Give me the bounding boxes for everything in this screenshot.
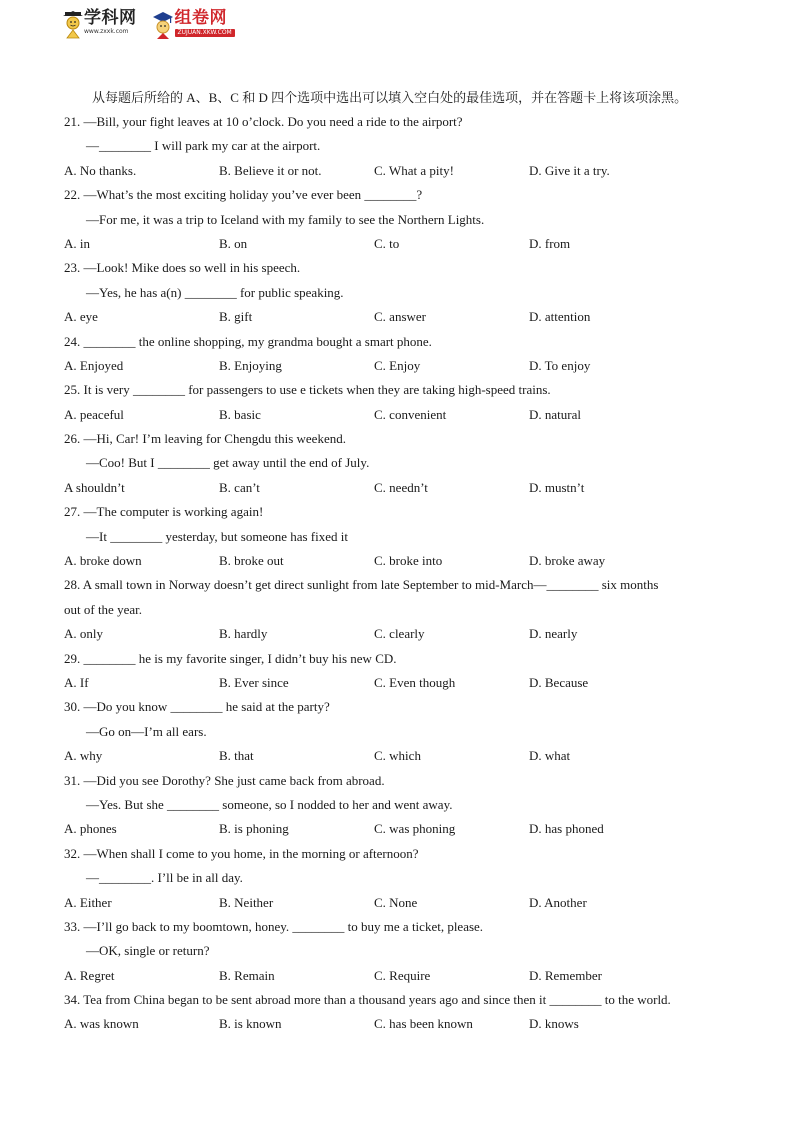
answer-options [64,476,744,500]
answer-options [64,1012,744,1036]
answer-option-d[interactable]: D. from [529,235,571,251]
question-item [64,330,744,379]
answer-option-b[interactable]: B. Remain [219,967,275,983]
answer-options [64,403,744,427]
answer-option-d[interactable]: D. has phoned [529,821,604,837]
answer-option-c[interactable]: C. Enjoy [374,357,421,373]
answer-option-c[interactable]: C. clearly [374,626,425,642]
answer-option-c[interactable]: C. Require [374,967,431,983]
question-response: —OK, single or return? [86,943,210,959]
answer-option-b[interactable]: B. basic [219,406,261,422]
question-item [64,988,744,1037]
answer-option-c[interactable]: C. Even though [374,674,456,690]
question-item [64,842,744,915]
question-stem: 23. —Look! Mike does so well in his speech. [64,260,301,276]
question-item [64,110,744,183]
answer-option-a[interactable]: A. If [64,674,89,690]
answer-option-d[interactable]: D. mustn’t [529,479,585,495]
question-response: —Go on—I’m all ears. [86,723,207,739]
zujuan-logo-title: 组卷网 [174,8,227,28]
answer-option-d[interactable]: D. Another [529,894,587,910]
answer-option-c[interactable]: C. which [374,748,421,764]
answer-option-d[interactable]: D. natural [529,406,581,422]
question-section [64,86,744,1037]
answer-option-b[interactable]: B. broke out [219,553,284,569]
answer-option-b[interactable]: B. Enjoying [219,357,282,373]
student-mascot-icon [62,10,84,40]
question-item [64,573,744,646]
question-response: —________ I will park my car at the airport. [86,138,321,154]
question-item [64,183,744,256]
grad-cap-mascot-icon [151,10,175,40]
answer-option-b[interactable]: B. Neither [219,894,274,910]
question-response: —It ________ yesterday, but someone has fixed it [86,528,348,544]
answer-option-b[interactable]: B. that [219,748,254,764]
answer-option-b[interactable]: B. is phoning [219,821,289,837]
zujuan-logo-tagline: ZUJUAN.XKW.COM [175,29,235,37]
question-stem: 31. —Did you see Dorothy? She just came back from abroad. [64,772,385,788]
answer-options [64,891,744,915]
answer-option-a[interactable]: A. Regret [64,967,115,983]
answer-option-d[interactable]: D. Give it a try. [529,162,610,178]
answer-option-a[interactable]: A. eye [64,309,98,325]
zujuan-logo[interactable] [151,10,235,40]
answer-options [64,671,744,695]
question-list [64,110,744,1037]
answer-option-b[interactable]: B. can’t [219,479,260,495]
answer-option-c[interactable]: C. answer [374,309,426,325]
section-instructions: 从每题后所给的 A、B、C 和 D 四个选项中选出可以填入空白处的最佳选项，并在答题卡上将该项涂黑。 [92,90,688,105]
answer-option-a[interactable]: A. only [64,626,103,642]
answer-option-c[interactable]: C. was phoning [374,821,456,837]
answer-option-d[interactable]: D. knows [529,1016,579,1032]
question-stem: 33. —I’ll go back to my boomtown, honey. ________ to buy me a ticket, please. [64,918,484,934]
question-stem: 28. A small town in Norway doesn’t get direct sunlight from late September to mid-March—________ six months [64,577,659,593]
answer-options [64,232,744,256]
zxxk-logo-title: 学科网 [84,8,137,28]
answer-options [64,622,744,646]
answer-options [64,305,744,329]
answer-options [64,744,744,768]
answer-option-b[interactable]: B. hardly [219,626,268,642]
answer-options [64,964,744,988]
answer-options [64,817,744,841]
zxxk-logo-url: www.zxxk.com [84,28,129,35]
answer-option-b[interactable]: B. on [219,235,248,251]
answer-options [64,354,744,378]
answer-option-b[interactable]: B. Ever since [219,674,289,690]
question-stem: 27. —The computer is working again! [64,504,264,520]
question-response: —________. I’ll be in all day. [86,870,243,886]
question-continuation: out of the year. [64,601,142,617]
question-response: —Yes, he has a(n) ________ for public speaking. [86,284,344,300]
answer-option-a[interactable]: A. was known [64,1016,139,1032]
answer-option-c[interactable]: C. convenient [374,406,447,422]
answer-option-c[interactable]: C. What a pity! [374,162,454,178]
question-item [64,427,744,500]
answer-option-c[interactable]: C. has been known [374,1016,473,1032]
question-response: —For me, it was a trip to Iceland with my family to see the Northern Lights. [86,211,485,227]
answer-option-a[interactable]: A. Enjoyed [64,357,124,373]
answer-option-a[interactable]: A. peaceful [64,406,124,422]
answer-option-d[interactable]: D. what [529,748,571,764]
question-stem: 22. —What’s the most exciting holiday you’ve ever been ________? [64,187,423,203]
answer-option-a[interactable]: A. Either [64,894,112,910]
answer-option-c[interactable]: C. needn’t [374,479,428,495]
question-stem: 30. —Do you know ________ he said at the party? [64,699,330,715]
question-stem: 34. Tea from China began to be sent abroad more than a thousand years ago and since then it ________ to the world. [64,992,671,1008]
answer-option-d[interactable]: D. To enjoy [529,357,591,373]
question-stem: 26. —Hi, Car! I’m leaving for Chengdu this weekend. [64,431,346,447]
answer-option-a[interactable]: A. why [64,748,103,764]
question-response: —Yes. But she ________ someone, so I nodded to her and went away. [86,796,453,812]
answer-option-a[interactable]: A shouldn’t [64,479,125,495]
answer-option-a[interactable]: A. in [64,235,90,251]
question-response: —Coo! But I ________ get away until the end of July. [86,455,370,471]
answer-option-c[interactable]: C. to [374,235,400,251]
answer-option-a[interactable]: A. phones [64,821,117,837]
question-item [64,915,744,988]
question-item [64,500,744,573]
question-stem: 24. ________ the online shopping, my grandma bought a smart phone. [64,333,432,349]
question-stem: 25. It is very ________ for passengers to use e tickets when they are taking high-speed trains. [64,382,551,398]
answer-option-a[interactable]: A. broke down [64,553,142,569]
answer-option-d[interactable]: D. Remember [529,967,602,983]
question-item [64,378,744,427]
answer-options [64,549,744,573]
answer-option-b[interactable]: B. is known [219,1016,282,1032]
question-stem: 32. —When shall I come to you home, in the morning or afternoon? [64,845,419,861]
question-stem: 29. ________ he is my favorite singer, I didn’t buy his new CD. [64,650,397,666]
question-item [64,256,744,329]
answer-option-c[interactable]: C. broke into [374,553,443,569]
answer-option-b[interactable]: B. gift [219,309,253,325]
question-stem: 21. —Bill, your fight leaves at 10 o’clock. Do you need a ride to the airport? [64,114,463,129]
question-item [64,769,744,842]
answer-option-b[interactable]: B. Believe it or not. [219,162,322,178]
question-item [64,695,744,768]
answer-option-a[interactable]: A. No thanks. [64,162,137,178]
answer-option-d[interactable]: D. Because [529,674,589,690]
answer-options [64,159,744,183]
zxxk-logo[interactable] [62,10,137,40]
page-header [62,10,235,46]
answer-option-d[interactable]: D. attention [529,309,591,325]
question-item [64,647,744,696]
answer-option-c[interactable]: C. None [374,894,418,910]
answer-option-d[interactable]: D. broke away [529,553,606,569]
answer-option-d[interactable]: D. nearly [529,626,578,642]
